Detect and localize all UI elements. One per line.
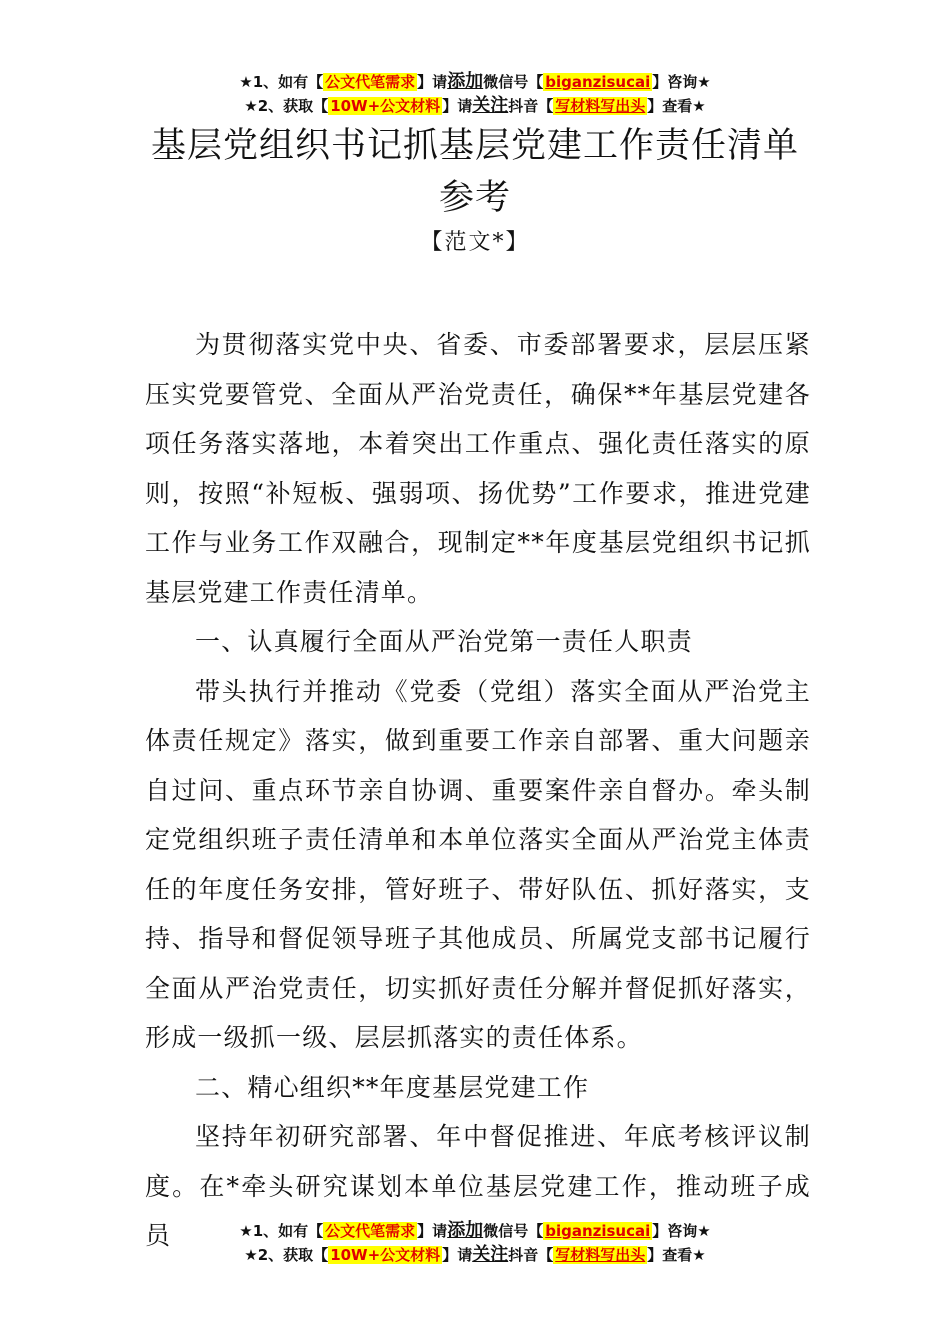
promo-text: 添加 (447, 71, 484, 92)
promo-text: 抖音【 (508, 1246, 554, 1264)
promo-text: 】咨询★ (652, 1222, 711, 1240)
promo-text: ★1、如有【 (239, 1222, 324, 1240)
promo-highlight: 10W+公文材料 (330, 1246, 441, 1264)
promo-text: 抖音【 (508, 97, 554, 115)
promo-line-1 (0, 70, 950, 94)
promo-text: 】请 (442, 1246, 473, 1264)
promo-text: 微信号【 (483, 73, 544, 91)
bottom-promo-banner (0, 1219, 950, 1267)
document-body (145, 320, 811, 1261)
promo-text: ★2、获取【 (244, 97, 329, 115)
promo-text: 】咨询★ (652, 73, 711, 91)
top-promo-banner (0, 70, 950, 118)
promo-douyin-id: 写材料写出头 (555, 97, 646, 115)
title-line-2: 参考 (438, 178, 511, 218)
promo-text: ★1、如有【 (239, 73, 324, 91)
promo-text: 关注 (472, 95, 509, 116)
promo-text: 】查看★ (647, 1246, 706, 1264)
document-subtitle: 【范文*】 (420, 230, 530, 255)
paragraph: 为贯彻落实党中央、省委、市委部署要求，层层压紧压实党要管党、全面从严治党责任，确保**年基层党建各项任务落实落地，本着突出工作重点、强化责任落实的原则，按照“补短板、强弱项、扬优势”工作要求，推进党建工作与业务工作双融合，现制定**年度基层党组织书记抓基层党建工作责任清单。 (145, 330, 811, 607)
section-heading: 二、精心组织**年度基层党建工作 (195, 1072, 590, 1102)
promo-text: 添加 (447, 1220, 484, 1241)
document-title (0, 120, 950, 224)
paragraph: 带头执行并推动《党委（党组）落实全面从严治党主体责任规定》落实，做到重要工作亲自部署、重大问题亲自过问、重点环节亲自协调、重要案件亲自督办。牵头制定党组织班子责任清单和本单位落实全面从严治党主体责任的年度任务安排，管好班子、带好队伍、抓好落实，支持、指导和督促领导班子其他成员、所属党支部书记履行全面从严治党责任，切实抓好责任分解并督促抓好落实，形成一级抓一级、层层抓落实的责任体系。 (145, 676, 811, 1052)
promo-text: 】请 (417, 1222, 448, 1240)
promo-wechat-id: biganzisucai (545, 1222, 651, 1240)
promo-highlight: 公文代笔需求 (325, 73, 416, 91)
promo-text: 】查看★ (647, 97, 706, 115)
promo-line-2 (0, 94, 950, 118)
promo-highlight: 10W+公文材料 (330, 97, 441, 115)
promo-text: 微信号【 (483, 1222, 544, 1240)
promo-text: 】请 (442, 97, 473, 115)
promo-text: 】请 (417, 73, 448, 91)
promo-line-1 (0, 1219, 950, 1243)
promo-text: 关注 (472, 1244, 509, 1265)
promo-line-2 (0, 1243, 950, 1267)
promo-text: ★2、获取【 (244, 1246, 329, 1264)
promo-douyin-id: 写材料写出头 (555, 1246, 646, 1264)
paragraph: 坚持年初研究部署、年中督促推进、年底考核评议制度。在*牵头研究谋划本单位基层党建工作，推动班子成员 (145, 1122, 811, 1250)
promo-highlight: 公文代笔需求 (325, 1222, 416, 1240)
section-heading: 一、认真履行全面从严治党第一责任人职责 (195, 627, 693, 656)
promo-wechat-id: biganzisucai (545, 73, 651, 91)
title-line-1: 基层党组织书记抓基层党建工作责任清单 (150, 126, 799, 166)
